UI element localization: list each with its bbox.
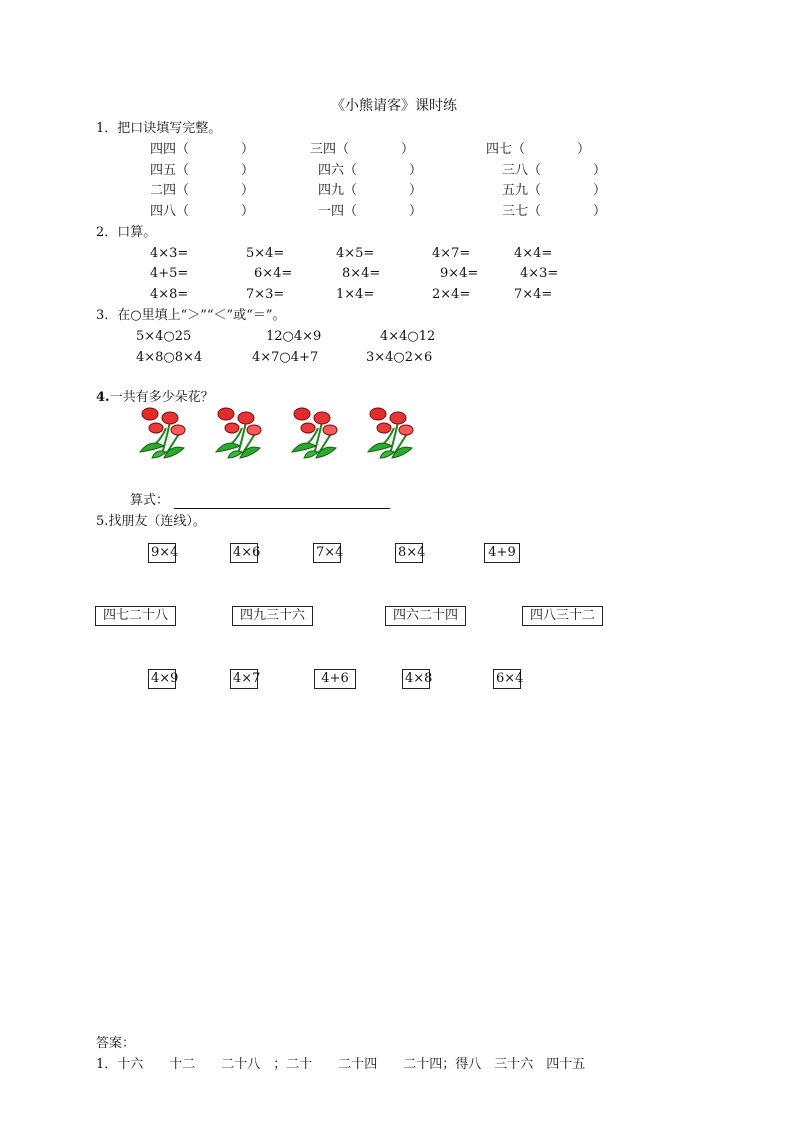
q3-item: 3×4○2×6: [366, 350, 433, 365]
q1-item: 一四（ ）: [318, 204, 423, 219]
q3-heading: 3．在○里填上“＞”“＜”或“＝”。: [96, 308, 286, 323]
q1-item: 五九（ ）: [502, 183, 607, 198]
q1-item: 四八（ ）: [150, 204, 255, 219]
q3-item: 5×4○25: [136, 329, 192, 344]
q2-item: 4×4=: [514, 246, 553, 261]
flower-icon: [288, 404, 340, 460]
q2-item: 2×4=: [432, 287, 471, 302]
match-box-top[interactable]: 4+9: [484, 543, 520, 563]
q1-item: 四四（ ）: [150, 142, 255, 157]
formula-label: 算式：: [130, 493, 170, 508]
flower-icon: [136, 404, 188, 460]
q2-item: 9×4=: [440, 266, 479, 281]
q4-text: 一共有多少朵花？: [109, 390, 214, 405]
match-box-bottom[interactable]: 4×7: [230, 669, 258, 689]
q1-item: 四五（ ）: [150, 163, 255, 178]
page-title: 《小熊请客》课时练: [331, 98, 457, 114]
q4-number: 4.: [96, 390, 110, 405]
match-box-middle[interactable]: 四六二十四: [385, 606, 466, 626]
q2-item: 4×3=: [520, 266, 559, 281]
flower-icon: [212, 404, 264, 460]
q2-item: 6×4=: [254, 266, 293, 281]
match-box-top[interactable]: 9×4: [148, 543, 176, 563]
match-box-bottom[interactable]: 6×4: [493, 669, 521, 689]
match-box-middle[interactable]: 四九三十六: [232, 606, 313, 626]
q1-heading: 1．把口诀填写完整。: [96, 121, 222, 136]
match-box-bottom[interactable]: 4+6: [314, 669, 356, 689]
match-box-middle[interactable]: 四七二十八: [95, 606, 176, 626]
q2-item: 7×3=: [246, 287, 285, 302]
q1-item: 四七（ ）: [486, 142, 591, 157]
q1-item: 三四（ ）: [310, 142, 415, 157]
q2-item: 5×4=: [246, 246, 285, 261]
q2-item: 4×3=: [150, 246, 189, 261]
q2-item: 4×5=: [336, 246, 375, 261]
match-box-bottom[interactable]: 4×9: [148, 669, 176, 689]
match-box-top[interactable]: 4×6: [230, 543, 258, 563]
q2-item: 4×7=: [432, 246, 471, 261]
flower-icon: [364, 404, 416, 460]
q5-heading: 5.找朋友（连线）。: [96, 514, 206, 529]
match-box-top[interactable]: 7×4: [313, 543, 341, 563]
formula-answer-line[interactable]: [174, 508, 390, 509]
q1-item: 三八（ ）: [502, 163, 607, 178]
answer-label: 答案：: [96, 1036, 136, 1051]
q2-item: 8×4=: [342, 266, 381, 281]
q1-item: 二四（ ）: [150, 183, 255, 198]
match-box-top[interactable]: 8×4: [395, 543, 423, 563]
q1-item: 四六（ ）: [318, 163, 423, 178]
q2-item: 1×4=: [336, 287, 375, 302]
q2-item: 7×4=: [514, 287, 553, 302]
q1-item: 三七（ ）: [502, 204, 607, 219]
match-box-bottom[interactable]: 4×8: [402, 669, 430, 689]
match-box-middle[interactable]: 四八三十二: [522, 606, 603, 626]
q2-heading: 2．口算。: [96, 225, 157, 240]
q2-item: 4×8=: [150, 287, 189, 302]
q3-item: 4×7○4+7: [252, 350, 319, 365]
q2-item: 4+5=: [150, 266, 189, 281]
q1-item: 四九（ ）: [318, 183, 423, 198]
q3-item: 12○4×9: [266, 329, 322, 344]
q3-item: 4×4○12: [380, 329, 436, 344]
answer-line: 1．十六 十二 二十八 ；二十 二十四 二十四；得八 三十六 四十五: [96, 1057, 586, 1072]
q3-item: 4×8○8×4: [136, 350, 203, 365]
